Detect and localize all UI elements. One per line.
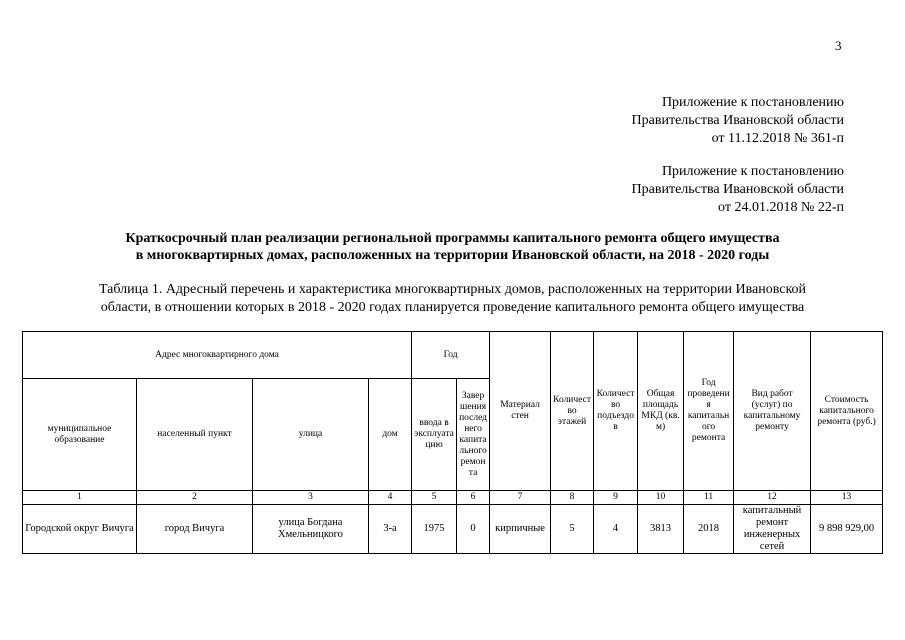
appendix-note-2 [632,163,844,217]
cell-total-area: 3813 [638,505,684,554]
header-address: Адрес многоквартирного дома [23,332,412,379]
column-number: 8 [551,491,594,505]
caption-line-2: области, в отношении которых в 2018 - 2020 годах планируется проведение капитального ремонта общего имущества [100,300,805,315]
caption-line-1: Таблица 1. Адресный перечень и характеристика многоквартирных домов, расположенных на территории Ивановской [98,282,807,297]
appendix-1-line-1: Приложение к постановлению [661,95,844,110]
column-number: 5 [412,491,457,505]
title-line-2: в многоквартирных домах, расположенных на территории Ивановской области, на 2018 - 2020 годы [135,248,770,263]
column-number: 11 [684,491,734,505]
document-title [0,230,905,264]
header-entrances: Количество подъездов [594,332,638,491]
column-number: 1 [23,491,137,505]
cell-settlement: город Вичуга [137,505,253,554]
cell-repair-year: 2018 [684,505,734,554]
header-work-type: Вид работ (услуг) по капитальному ремонту [734,332,811,491]
cell-year-commissioned: 1975 [412,505,457,554]
header-year-last-overhaul: Завершения последнего капитального ремонта [457,379,490,491]
header-municipality: муниципальное образование [23,379,137,491]
header-repair-year: Год проведения капитального ремонта [684,332,734,491]
header-wall-material: Материал стен [490,332,551,491]
appendix-1-line-2: Правительства Ивановской области [631,113,844,128]
appendix-2-line-3: от 24.01.2018 № 22-п [718,200,844,215]
title-line-1: Краткосрочный план реализации региональной программы капитального ремонта общего имущества [125,231,780,246]
table-row [23,505,883,554]
cell-house: 3-а [369,505,412,554]
column-number: 13 [811,491,883,505]
appendix-1-line-3: от 11.12.2018 № 361-п [711,131,844,146]
header-year: Год [412,332,490,379]
cell-cost: 9 898 929,00 [811,505,883,554]
page-number: 3 [835,38,842,53]
header-year-commissioned: ввода в эксплуатацию [412,379,457,491]
cell-year-last-overhaul: 0 [457,505,490,554]
cell-street: улица Богдана Хмельницкого [253,505,369,554]
table-caption [0,281,905,317]
cell-wall-material: кирпичные [490,505,551,554]
column-number-row [23,491,883,505]
header-house: дом [369,379,412,491]
column-number: 7 [490,491,551,505]
column-number: 9 [594,491,638,505]
appendix-2-line-1: Приложение к постановлению [661,164,844,179]
column-number: 3 [253,491,369,505]
appendix-2-line-2: Правительства Ивановской области [631,182,844,197]
header-street: улица [253,379,369,491]
cell-work-type: капитальный ремонт инженерных сетей [734,505,811,554]
column-number: 6 [457,491,490,505]
column-number: 2 [137,491,253,505]
housing-table [22,331,883,554]
header-cost: Стоимость капитального ремонта (руб.) [811,332,883,491]
header-settlement: населенный пункт [137,379,253,491]
cell-municipality: Городской округ Вичуга [23,505,137,554]
column-number: 4 [369,491,412,505]
column-number: 10 [638,491,684,505]
cell-floors: 5 [551,505,594,554]
appendix-note-1 [632,94,844,148]
header-floors: Количество этажей [551,332,594,491]
header-row-group [23,332,883,379]
column-number: 12 [734,491,811,505]
cell-entrances: 4 [594,505,638,554]
header-total-area: Общая площадь МКД (кв. м) [638,332,684,491]
